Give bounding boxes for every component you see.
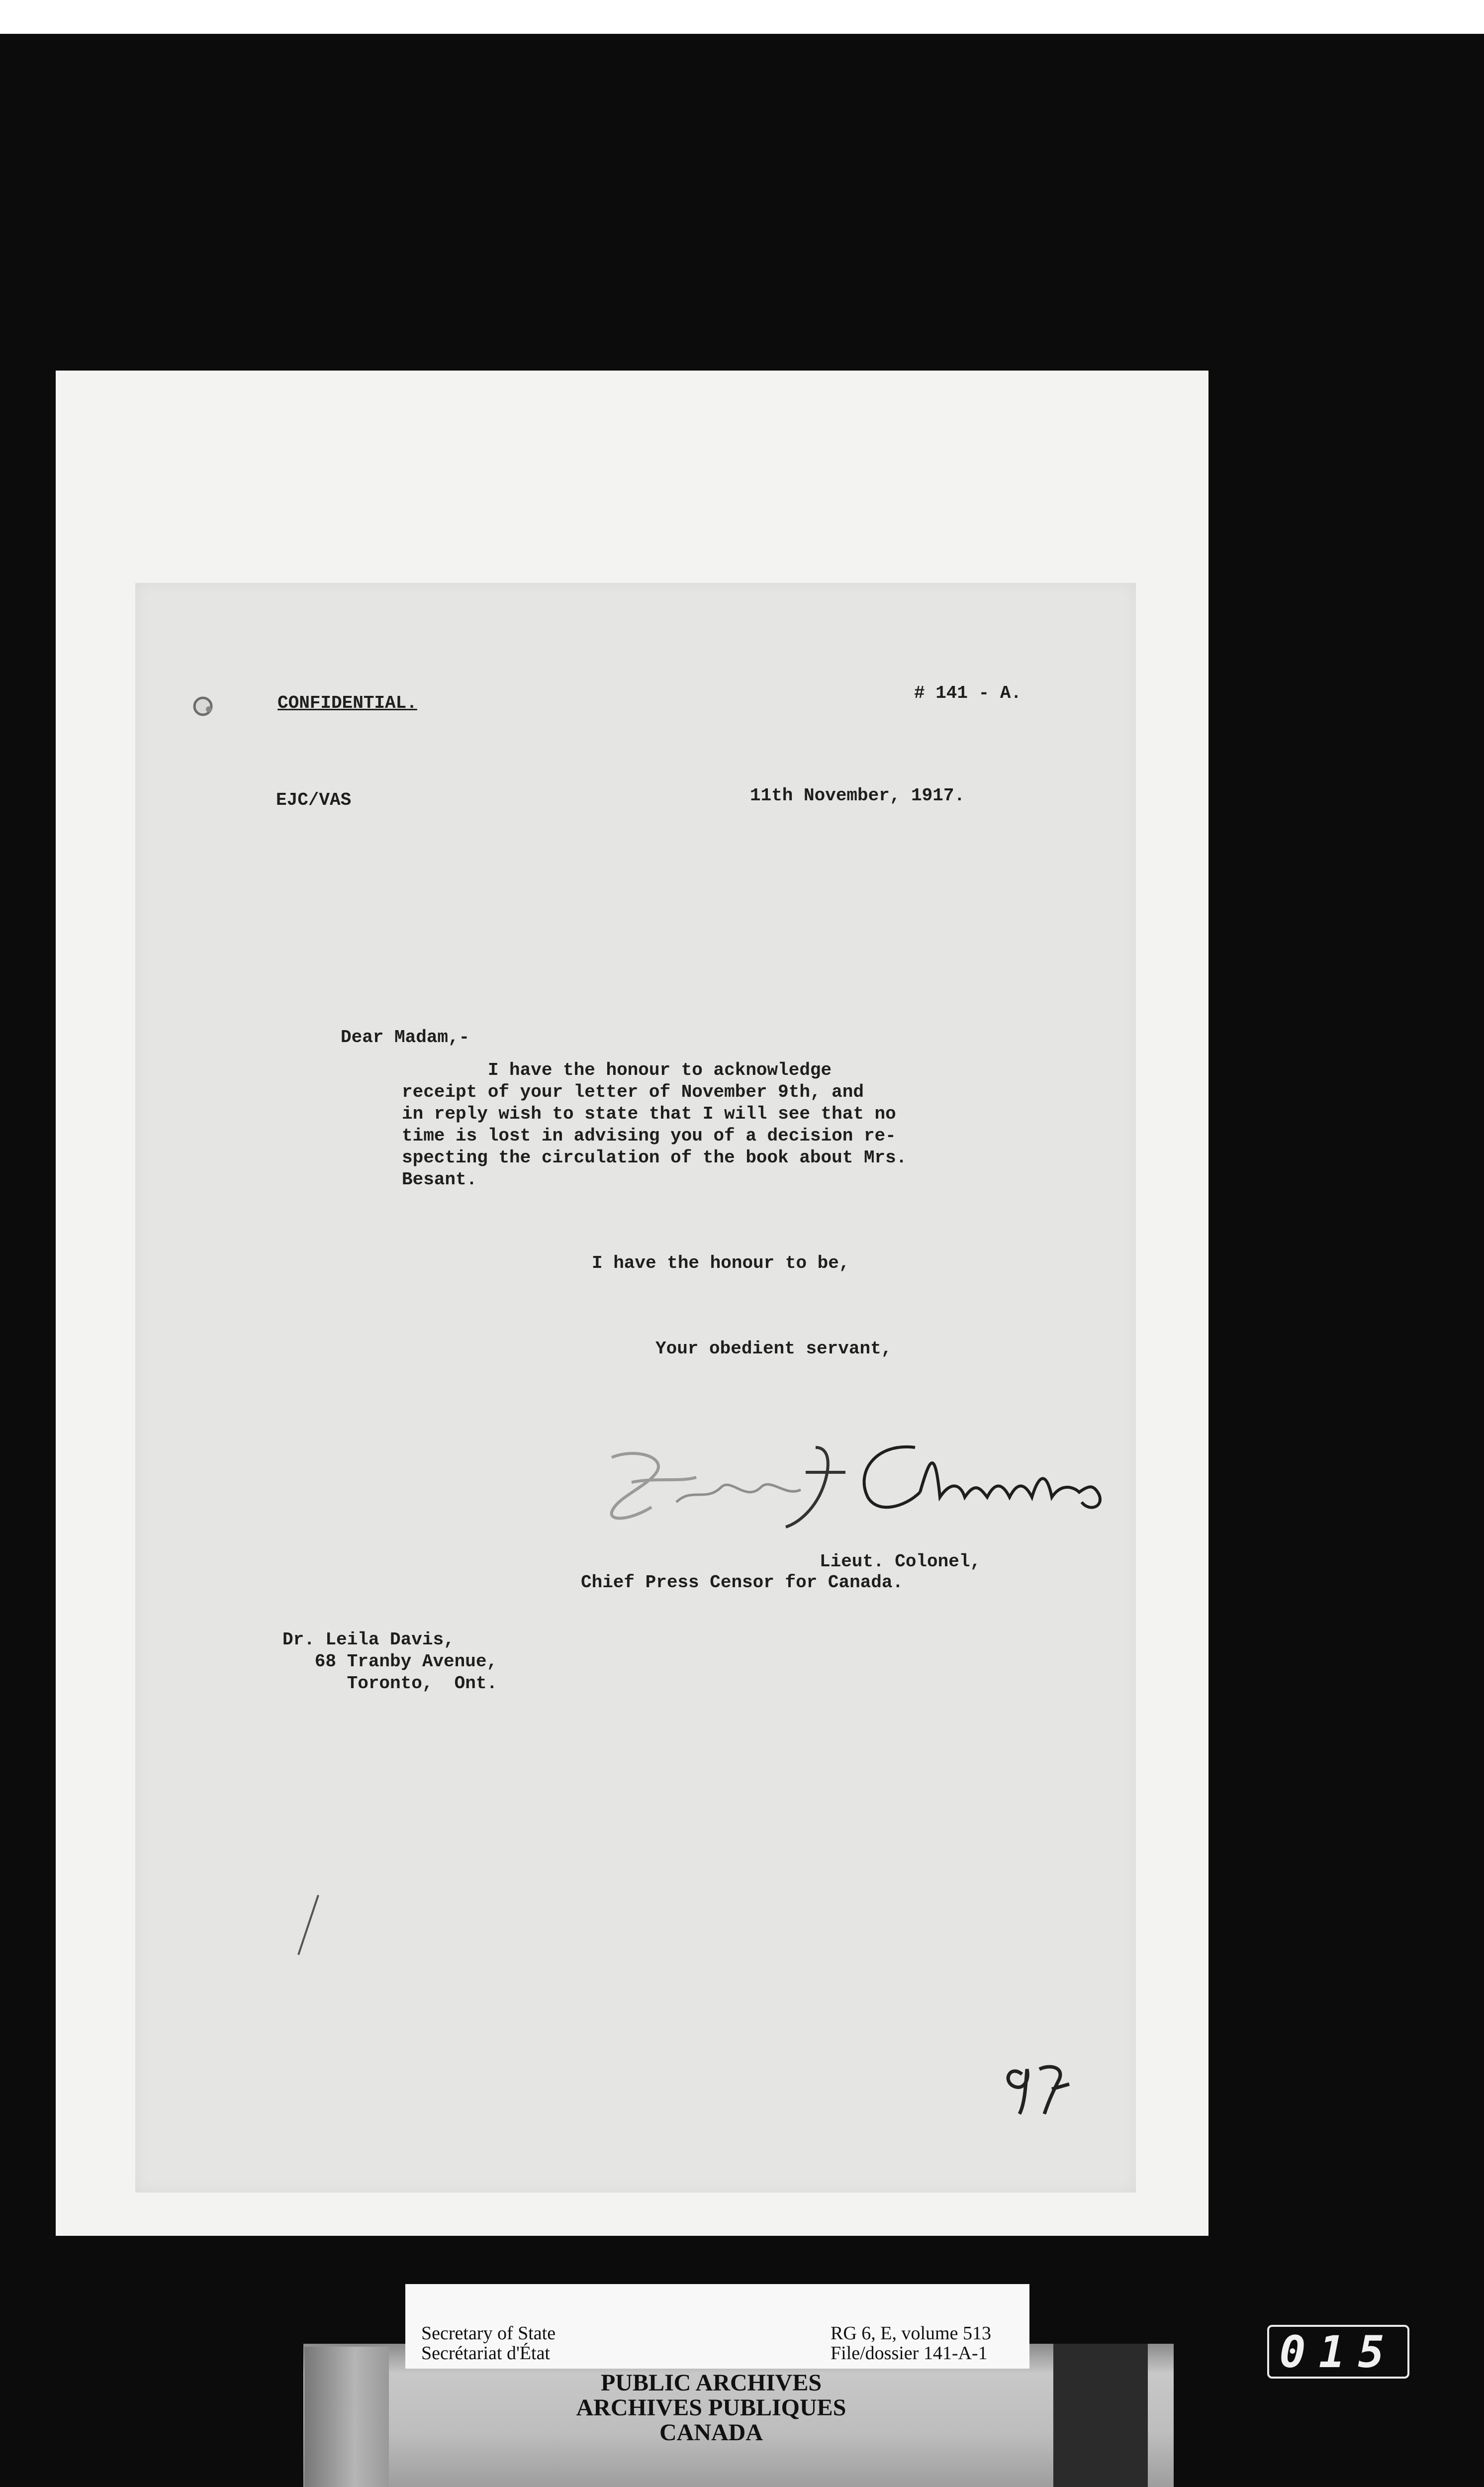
body-line: receipt of your letter of November 9th, and — [402, 1082, 864, 1102]
addressee-line: Dr. Leila Davis, — [282, 1629, 455, 1650]
archive-stamp — [522, 2370, 900, 2455]
stamp-line: CANADA — [659, 2419, 763, 2446]
file-reference: File/dossier 141-A-1 — [831, 2343, 988, 2364]
classification-heading: CONFIDENTIAL. — [278, 693, 417, 713]
department-en: Secretary of State — [421, 2323, 556, 2344]
signature — [597, 1428, 1114, 1537]
file-number: # 141 - A. — [914, 683, 1022, 703]
frame-number: 015 — [1267, 2325, 1409, 2379]
addressee-line: Toronto, Ont. — [282, 1673, 498, 1694]
archive-label-card — [405, 2284, 1029, 2369]
body-line: time is lost in advising you of a decision re- — [402, 1126, 896, 1146]
addressee-line: 68 Tranby Avenue, — [282, 1651, 498, 1672]
pencil-mark — [288, 1890, 328, 1960]
closing-line: I have the honour to be, — [592, 1253, 850, 1273]
record-group: RG 6, E, volume 513 — [831, 2323, 991, 2344]
salutation: Dear Madam,- — [341, 1027, 470, 1048]
letter-date: 11th November, 1917. — [750, 785, 965, 806]
stamp-line: PUBLIC ARCHIVES — [600, 2370, 822, 2396]
body-line: specting the circulation of the book about Mrs. — [402, 1148, 907, 1168]
body-line: I have the honour to acknowledge — [402, 1060, 832, 1080]
signer-rank: Lieut. Colonel, — [820, 1551, 981, 1572]
handwritten-page-number — [1000, 2054, 1079, 2119]
reference-initials: EJC/VAS — [276, 790, 352, 810]
letter-page — [135, 583, 1136, 2193]
band-right-shadow — [1053, 2344, 1148, 2487]
punch-mark-icon — [189, 691, 219, 721]
department-fr: Secrétariat d'État — [421, 2343, 550, 2364]
signer-title: Chief Press Censor for Canada. — [581, 1572, 904, 1593]
closing-line: Your obedient servant, — [655, 1339, 892, 1359]
stamp-line: ARCHIVES PUBLIQUES — [576, 2394, 846, 2421]
band-left-tab — [304, 2347, 389, 2487]
body-line: Besant. — [402, 1169, 477, 1190]
body-line: in reply wish to state that I will see that no — [402, 1104, 896, 1124]
